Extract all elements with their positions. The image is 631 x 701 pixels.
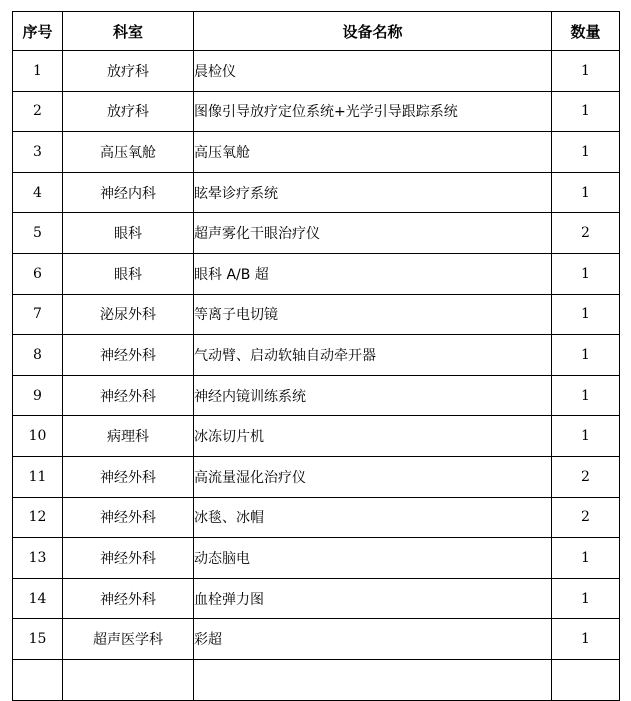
table-row bbox=[13, 375, 620, 416]
cell-empty bbox=[552, 659, 620, 700]
cell-empty bbox=[63, 659, 194, 700]
cell-no: 13 bbox=[13, 538, 63, 579]
table-row bbox=[13, 416, 620, 457]
table-row bbox=[13, 253, 620, 294]
cell-dept: 病理科 bbox=[63, 416, 194, 457]
cell-dept: 放疗科 bbox=[63, 91, 194, 132]
cell-empty bbox=[194, 659, 552, 700]
cell-no: 9 bbox=[13, 375, 63, 416]
table-row bbox=[13, 538, 620, 579]
cell-qty: 1 bbox=[552, 51, 620, 92]
cell-name: 冰冻切片机 bbox=[194, 416, 552, 457]
cell-qty: 2 bbox=[552, 213, 620, 254]
table-row bbox=[13, 213, 620, 254]
cell-qty: 1 bbox=[552, 253, 620, 294]
table-row bbox=[13, 335, 620, 376]
cell-qty: 1 bbox=[552, 375, 620, 416]
cell-dept: 神经外科 bbox=[63, 375, 194, 416]
cell-name: 图像引导放疗定位系统+光学引导跟踪系统 bbox=[194, 91, 552, 132]
table-row bbox=[13, 497, 620, 538]
cell-name: 眩晕诊疗系统 bbox=[194, 172, 552, 213]
header-dept: 科室 bbox=[63, 12, 194, 51]
cell-dept: 泌尿外科 bbox=[63, 294, 194, 335]
cell-qty: 1 bbox=[552, 578, 620, 619]
table-row bbox=[13, 456, 620, 497]
cell-no: 7 bbox=[13, 294, 63, 335]
table-row bbox=[13, 91, 620, 132]
cell-dept: 神经外科 bbox=[63, 578, 194, 619]
cell-dept: 神经内科 bbox=[63, 172, 194, 213]
header-row bbox=[13, 12, 620, 51]
cell-dept: 神经外科 bbox=[63, 456, 194, 497]
cell-dept: 高压氧舱 bbox=[63, 132, 194, 173]
cell-no: 1 bbox=[13, 51, 63, 92]
table-row bbox=[13, 578, 620, 619]
header-name: 设备名称 bbox=[194, 12, 552, 51]
cell-no: 8 bbox=[13, 335, 63, 376]
cell-no: 5 bbox=[13, 213, 63, 254]
cell-qty: 1 bbox=[552, 416, 620, 457]
cell-name: 等离子电切镜 bbox=[194, 294, 552, 335]
cell-no: 15 bbox=[13, 619, 63, 660]
header-no: 序号 bbox=[13, 12, 63, 51]
table-row-cut-off bbox=[13, 659, 620, 700]
cell-dept: 神经外科 bbox=[63, 335, 194, 376]
cell-no: 10 bbox=[13, 416, 63, 457]
cell-dept: 神经外科 bbox=[63, 497, 194, 538]
cell-qty: 2 bbox=[552, 456, 620, 497]
table-row bbox=[13, 172, 620, 213]
cell-name: 冰毯、冰帽 bbox=[194, 497, 552, 538]
cell-name: 高流量湿化治疗仪 bbox=[194, 456, 552, 497]
cell-dept: 神经外科 bbox=[63, 538, 194, 579]
cell-no: 4 bbox=[13, 172, 63, 213]
cell-name: 超声雾化干眼治疗仪 bbox=[194, 213, 552, 254]
cell-name: 眼科 A/B 超 bbox=[194, 253, 552, 294]
cell-dept: 眼科 bbox=[63, 213, 194, 254]
cell-empty bbox=[13, 659, 63, 700]
cell-no: 6 bbox=[13, 253, 63, 294]
cell-no: 3 bbox=[13, 132, 63, 173]
cell-dept: 放疗科 bbox=[63, 51, 194, 92]
cell-qty: 1 bbox=[552, 335, 620, 376]
cell-name: 高压氧舱 bbox=[194, 132, 552, 173]
header-qty: 数量 bbox=[552, 12, 620, 51]
cell-name: 动态脑电 bbox=[194, 538, 552, 579]
cell-qty: 1 bbox=[552, 132, 620, 173]
cell-qty: 1 bbox=[552, 619, 620, 660]
cell-dept: 眼科 bbox=[63, 253, 194, 294]
table-row bbox=[13, 132, 620, 173]
cell-name: 神经内镜训练系统 bbox=[194, 375, 552, 416]
cell-no: 11 bbox=[13, 456, 63, 497]
cell-qty: 1 bbox=[552, 538, 620, 579]
cell-no: 14 bbox=[13, 578, 63, 619]
table-row bbox=[13, 294, 620, 335]
table-row bbox=[13, 619, 620, 660]
cell-no: 12 bbox=[13, 497, 63, 538]
cell-name: 血栓弹力图 bbox=[194, 578, 552, 619]
cell-qty: 1 bbox=[552, 172, 620, 213]
cell-qty: 2 bbox=[552, 497, 620, 538]
equipment-table bbox=[12, 11, 620, 701]
cell-name: 晨检仪 bbox=[194, 51, 552, 92]
cell-name: 彩超 bbox=[194, 619, 552, 660]
table-body bbox=[13, 51, 620, 701]
table-row bbox=[13, 51, 620, 92]
cell-qty: 1 bbox=[552, 294, 620, 335]
cell-name: 气动臂、启动软轴自动牵开器 bbox=[194, 335, 552, 376]
cell-no: 2 bbox=[13, 91, 63, 132]
cell-qty: 1 bbox=[552, 91, 620, 132]
cell-dept: 超声医学科 bbox=[63, 619, 194, 660]
